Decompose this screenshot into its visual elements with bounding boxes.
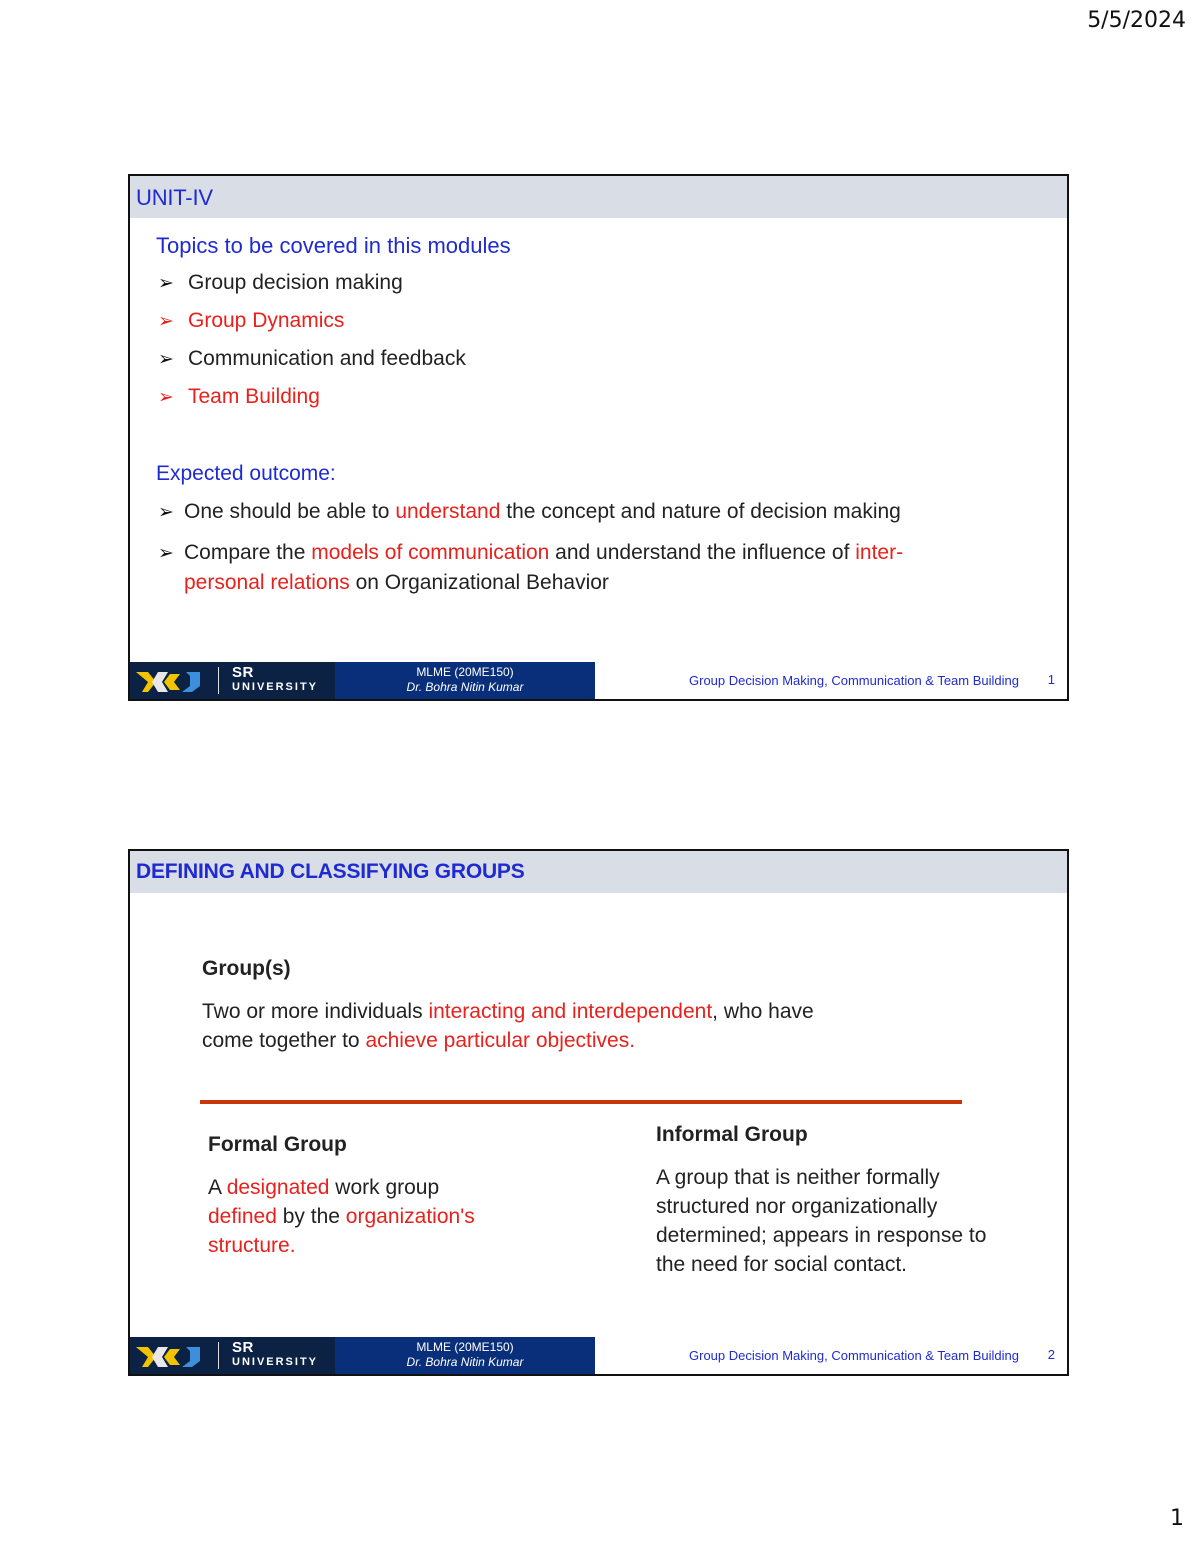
arrow-bullet-icon: ➢: [158, 502, 174, 523]
definition-highlight: defined: [208, 1205, 277, 1228]
slide-footer: [130, 662, 1067, 699]
slide-header: [130, 851, 1067, 893]
page-number: 1: [1170, 1506, 1184, 1531]
section-divider: [200, 1100, 962, 1104]
expected-outcome-heading: Expected outcome:: [156, 462, 336, 485]
topic-item: [158, 385, 320, 409]
outcome-highlight: personal relations: [184, 571, 350, 594]
logo-sr-text: SR: [232, 664, 254, 681]
instructor-name: Dr. Bohra Nitin Kumar: [406, 1355, 524, 1369]
course-code: MLME (20ME150): [416, 665, 514, 679]
definition-text: A: [208, 1176, 227, 1199]
slide-1: [128, 174, 1069, 701]
logo-mark-icon: [134, 668, 214, 694]
footer-topic: Group Decision Making, Communication & Team Building: [689, 673, 1019, 688]
slide-number: 2: [1047, 1347, 1055, 1362]
arrow-bullet-icon: ➢: [158, 311, 174, 332]
formal-group-title: Formal Group: [208, 1133, 347, 1156]
outcome-highlight: understand: [395, 500, 501, 523]
group-term: Group(s): [202, 957, 291, 980]
definition-text: Two or more individuals: [202, 1000, 429, 1023]
footer-course: [335, 662, 595, 699]
slide-footer: [130, 1337, 1067, 1374]
slide-title: DEFINING AND CLASSIFYING GROUPS: [136, 860, 525, 883]
informal-group-title: Informal Group: [656, 1123, 808, 1146]
group-definition: [202, 997, 922, 1055]
outcome-item: [158, 538, 1018, 597]
outcome-text: the concept and nature of decision making: [500, 500, 901, 523]
university-logo: [130, 662, 335, 699]
print-date: 5/5/2024: [1087, 8, 1186, 33]
definition-highlight: organization's: [345, 1205, 475, 1228]
outcome-text: and understand the influence of: [549, 541, 856, 564]
topic-label: Group Dynamics: [188, 309, 345, 332]
definition-text: by the: [276, 1205, 346, 1228]
informal-group-definition: A group that is neither formally structured nor organizationally determined; appears in response to the need for social contact.: [656, 1166, 987, 1276]
outcome-continuation: [158, 568, 1018, 597]
topic-item: [158, 309, 344, 333]
footer-topic: Group Decision Making, Communication & Team Building: [689, 1348, 1019, 1363]
footer-course: [335, 1337, 595, 1374]
definition-text: come together to: [202, 1029, 366, 1052]
topic-label: Team Building: [188, 385, 320, 408]
outcome-text: on Organizational Behavior: [349, 571, 609, 594]
arrow-bullet-icon: ➢: [158, 387, 174, 408]
outcome-text: Compare the: [184, 541, 312, 564]
topic-item: [158, 347, 466, 371]
logo-university-text: UNIVERSITY: [232, 681, 319, 693]
definition-highlight: interacting and interdependent: [428, 1000, 713, 1023]
logo-sr-text: SR: [232, 1339, 254, 1356]
arrow-bullet-icon: ➢: [158, 349, 174, 370]
topics-heading: Topics to be covered in this modules: [156, 233, 511, 258]
definition-text: , who have: [712, 1000, 814, 1023]
outcome-text: One should be able to: [184, 500, 396, 523]
slide-2: [128, 849, 1069, 1376]
outcome-highlight: inter-: [855, 541, 904, 564]
definition-highlight: achieve particular objectives.: [365, 1029, 636, 1052]
outcome-highlight: models of communication: [311, 541, 550, 564]
logo-university-text: UNIVERSITY: [232, 1356, 319, 1368]
formal-group-definition: [208, 1173, 538, 1260]
slide-header: [130, 176, 1067, 218]
course-code: MLME (20ME150): [416, 1340, 514, 1354]
definition-text: work group: [329, 1176, 440, 1199]
topic-item: [158, 271, 403, 295]
slide-title: UNIT-IV: [136, 185, 213, 210]
slide-number: 1: [1047, 672, 1055, 687]
arrow-bullet-icon: ➢: [158, 273, 174, 294]
topic-label: Group decision making: [188, 271, 403, 294]
arrow-bullet-icon: ➢: [158, 543, 174, 564]
outcome-item: [158, 500, 901, 524]
definition-highlight: designated: [226, 1176, 330, 1199]
topic-label: Communication and feedback: [188, 347, 466, 370]
logo-mark-icon: [134, 1343, 214, 1369]
instructor-name: Dr. Bohra Nitin Kumar: [406, 680, 524, 694]
university-logo: [130, 1337, 335, 1374]
definition-highlight: structure.: [208, 1234, 296, 1257]
